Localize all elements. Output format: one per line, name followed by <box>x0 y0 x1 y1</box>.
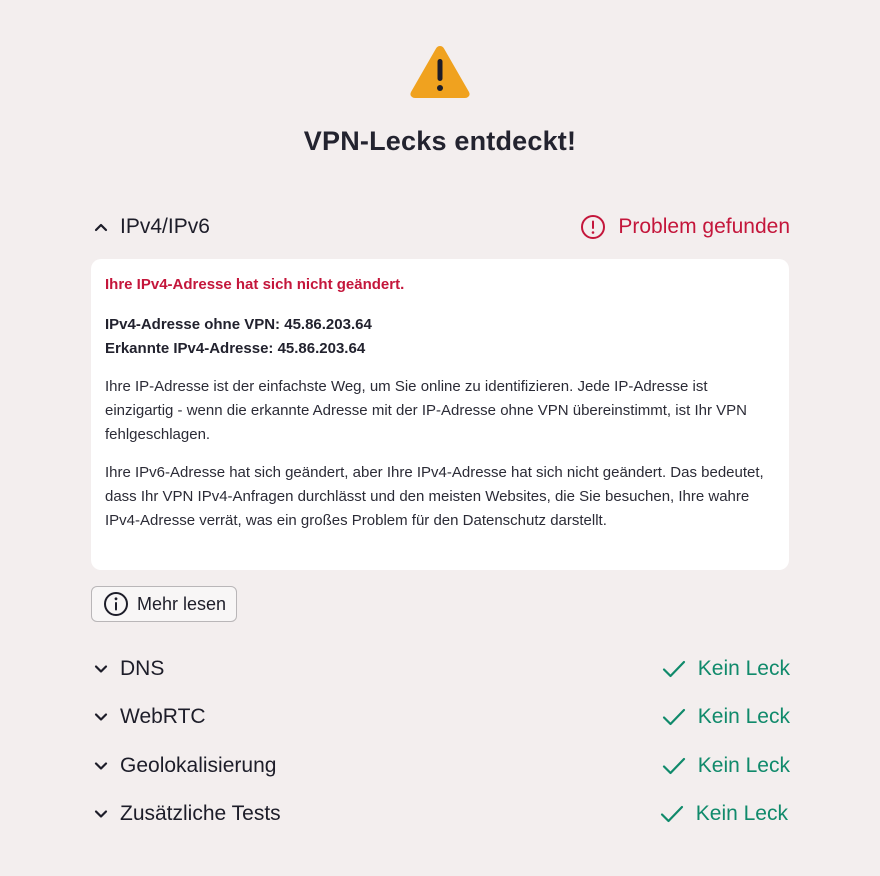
page-title: VPN-Lecks entdeckt! <box>303 126 577 156</box>
section-webrtc-header[interactable] <box>92 701 790 733</box>
section-ipv4-header[interactable] <box>92 211 790 243</box>
section-dns-status <box>662 657 790 681</box>
section-webrtc-status <box>662 705 790 729</box>
section-webrtc-toggle[interactable] <box>92 705 206 729</box>
section-additional-tests-label: Zusätzliche Tests <box>120 802 281 825</box>
section-geolocation-label: Geolokalisierung <box>120 754 277 777</box>
section-ipv4-status-label: Problem gefunden <box>618 215 790 238</box>
section-dns-status-label: Kein Leck <box>697 657 790 680</box>
section-webrtc-label: WebRTC <box>120 705 206 728</box>
ipv4-detected: Erkannte IPv4-Adresse: 45.86.203.64 <box>105 340 366 357</box>
section-additional-tests-toggle[interactable] <box>92 802 281 826</box>
chevron-down-icon <box>92 660 110 678</box>
warning-icon <box>408 42 472 100</box>
chevron-up-icon <box>92 218 110 236</box>
section-webrtc-status-label: Kein Leck <box>697 705 790 728</box>
checkmark-icon <box>662 707 686 727</box>
read-more-label: Mehr lesen <box>137 593 227 614</box>
ipv4-paragraph-1: Ihre IP-Adresse ist der einfachste Weg, um Sie online zu identifizieren. Jede IP-Adresse ist einzigartig - wenn die erkannte Adresse mit der IP-Adresse ohne VPN übereinstimmt, ist Ihr VPN fehlgeschlagen. <box>105 378 747 443</box>
ipv4-detail-card <box>91 259 789 570</box>
section-geolocation-status-label: Kein Leck <box>697 754 790 777</box>
section-geolocation-header[interactable] <box>92 750 790 782</box>
ipv4-paragraph-2: Ihre IPv6-Adresse hat sich geändert, aber Ihre IPv4-Adresse hat sich nicht geändert. Das bedeutet, dass Ihr VPN IPv4-Anfragen durchlässt und den meisten Websites, die Sie besuchen, Ihre wahre IPv4-Adresse verrät, was ein großes Problem für den Datenschutz darstellt. <box>105 464 764 529</box>
section-ipv4-label: IPv4/IPv6 <box>120 215 210 238</box>
ipv4-alert-text: Ihre IPv4-Adresse hat sich nicht geändert. <box>105 276 405 293</box>
section-ipv4-status <box>580 214 790 240</box>
section-geolocation-status <box>662 754 790 778</box>
section-dns-label: DNS <box>120 657 165 680</box>
section-dns-header[interactable] <box>92 653 790 685</box>
section-additional-tests-header[interactable] <box>92 798 788 830</box>
checkmark-icon <box>662 659 686 679</box>
chevron-down-icon <box>92 757 110 775</box>
checkmark-icon <box>660 804 684 824</box>
section-geolocation-toggle[interactable] <box>92 754 276 778</box>
section-additional-tests-status-label: Kein Leck <box>695 802 788 825</box>
checkmark-icon <box>662 756 686 776</box>
read-more-button[interactable] <box>91 586 237 622</box>
info-icon <box>103 591 129 617</box>
section-ipv4-toggle[interactable] <box>92 215 210 239</box>
chevron-down-icon <box>92 805 110 823</box>
section-dns-toggle[interactable] <box>92 657 164 681</box>
section-additional-tests-status <box>660 802 788 826</box>
chevron-down-icon <box>92 708 110 726</box>
ipv4-without-vpn: IPv4-Adresse ohne VPN: 45.86.203.64 <box>105 316 372 333</box>
alert-circle-icon <box>580 214 606 240</box>
